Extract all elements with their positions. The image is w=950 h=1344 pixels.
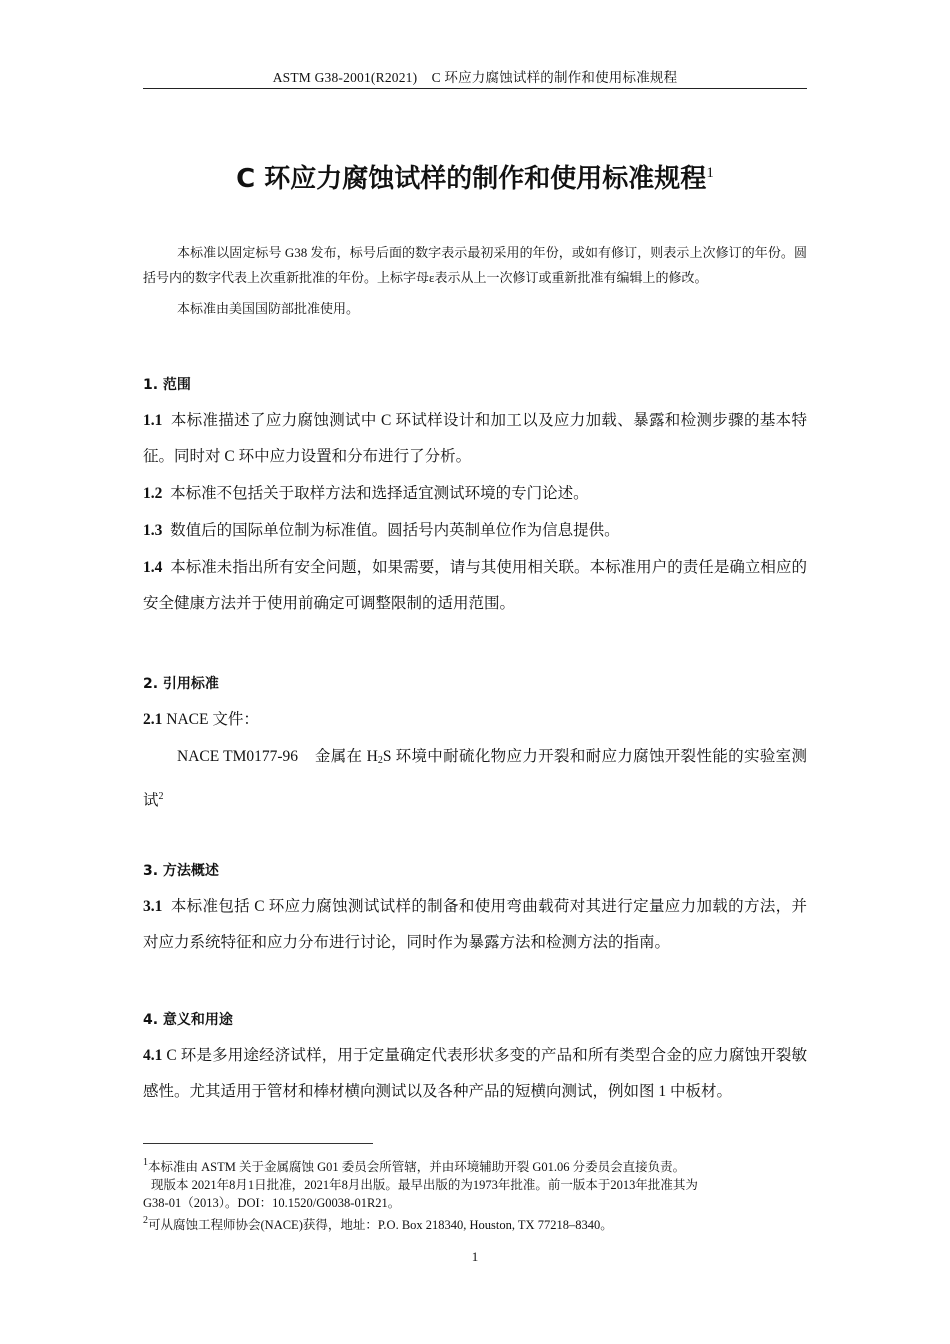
section-4-heading: 4. 意义和用途 bbox=[143, 1012, 233, 1028]
paragraph-text: C 环是多用途经济试样，用于定量确定代表形状多变的产品和所有类型合金的应力腐蚀开裂敏感性。尤其适用于管材和棒材横向测试以及各种产品的短横向测试，例如图 1 中板材。 bbox=[143, 1047, 808, 1100]
reference-text-b: S 环境中耐硫化物应力开裂和耐应力腐蚀开裂性能的实验室测试 bbox=[143, 748, 808, 809]
footnote-2-text: 可从腐蚀工程师协会(NACE)获得，地址：P.O. Box 218340, Houston, TX 77218–8340。 bbox=[148, 1218, 613, 1232]
paragraph-number: 1.4 bbox=[143, 559, 163, 576]
paragraph-text: 数值后的国际单位制为标准值。圆括号内英制单位作为信息提供。 bbox=[170, 522, 620, 539]
section-1-heading: 1. 范围 bbox=[143, 377, 191, 393]
footnote-2-mark: 2 bbox=[143, 1215, 148, 1226]
paragraph-number: 3.1 bbox=[143, 898, 163, 915]
paragraph-number: 2.1 bbox=[143, 711, 163, 728]
footnote-1-line-3: G38-01（2013）。DOI：10.1520/G0038-01R21。 bbox=[143, 1196, 401, 1210]
reference-subscript: 2 bbox=[377, 755, 383, 766]
header-rule bbox=[143, 88, 807, 89]
paragraph-1-4 bbox=[143, 550, 807, 622]
footnote-1-text: 本标准由 ASTM 关于金属腐蚀 G01 委员会所管辖，并由环境辅助开裂 G01.06 分委员会直接负责。 bbox=[148, 1160, 686, 1174]
footnotes bbox=[143, 1154, 807, 1234]
paragraph-2-1 bbox=[143, 702, 807, 738]
paragraph-4-1 bbox=[143, 1038, 807, 1110]
paragraph-text: 本标准不包括关于取样方法和选择适宜测试环境的专门论述。 bbox=[170, 485, 589, 502]
footnote-1-mark: 1 bbox=[143, 1157, 148, 1168]
document-title-text: C 环应力腐蚀试样的制作和使用标准规程 bbox=[236, 164, 707, 194]
reference-footnote-mark: 2 bbox=[158, 791, 164, 802]
running-header bbox=[143, 66, 807, 86]
reference-text-a: 金属在 H bbox=[314, 748, 378, 765]
footnote-rule bbox=[143, 1143, 373, 1144]
paragraph-1-2 bbox=[143, 476, 807, 512]
paragraph-3-1 bbox=[143, 889, 807, 961]
footnote-1-line-1 bbox=[143, 1154, 807, 1176]
reference-code: NACE TM0177-96 bbox=[177, 748, 299, 765]
header-code: ASTM G38-2001(R2021) bbox=[272, 70, 418, 85]
paragraph-number: 1.2 bbox=[143, 485, 163, 502]
paragraph-1-3 bbox=[143, 513, 807, 549]
paragraph-text: NACE 文件： bbox=[166, 711, 259, 728]
reference-nace bbox=[143, 739, 807, 819]
paragraph-number: 1.1 bbox=[143, 412, 163, 429]
document-title bbox=[143, 158, 807, 195]
intro-approval: 本标准由美国国防部批准使用。 bbox=[177, 301, 360, 316]
paragraph-number: 1.3 bbox=[143, 522, 163, 539]
title-footnote-mark: 1 bbox=[706, 165, 714, 181]
footnote-1-line-2: 现版本 2021年8月1日批准，2021年8月出版。最早出版的为1973年批准。前一版本于2013年批准其为 bbox=[151, 1178, 698, 1192]
footnote-2-line-1 bbox=[143, 1212, 807, 1234]
paragraph-text: 本标准描述了应力腐蚀测试中 C 环试样设计和加工以及应力加载、暴露和检测步骤的基本特征。同时对 C 环中应力设置和分布进行了分析。 bbox=[143, 412, 808, 465]
page-number: 1 bbox=[471, 1249, 479, 1264]
section-2-heading: 2. 引用标准 bbox=[143, 676, 219, 692]
paragraph-1-1 bbox=[143, 403, 807, 475]
header-title: C 环应力腐蚀试样的制作和使用标准规程 bbox=[431, 70, 678, 85]
paragraph-text: 本标准未指出所有安全问题，如果需要，请与其使用相关联。本标准用户的责任是确立相应的安全健康方法并于使用前确定可调整限制的适用范围。 bbox=[143, 559, 808, 612]
section-3-heading: 3. 方法概述 bbox=[143, 863, 219, 879]
paragraph-text: 本标准包括 C 环应力腐蚀测试试样的制备和使用弯曲载荷对其进行定量应力加载的方法，并对应力系统特征和应力分布进行讨论，同时作为暴露方法和检测方法的指南。 bbox=[143, 898, 808, 951]
paragraph-number: 4.1 bbox=[143, 1047, 163, 1064]
intro-paragraph: 本标准以固定标号 G38 发布，标号后面的数字表示最初采用的年份，或如有修订，则表示上次修订的年份。圆括号内的数字代表上次重新批准的年份。上标字母ε表示从上一次修订或重新批准有编辑上的修改。 bbox=[143, 245, 807, 285]
